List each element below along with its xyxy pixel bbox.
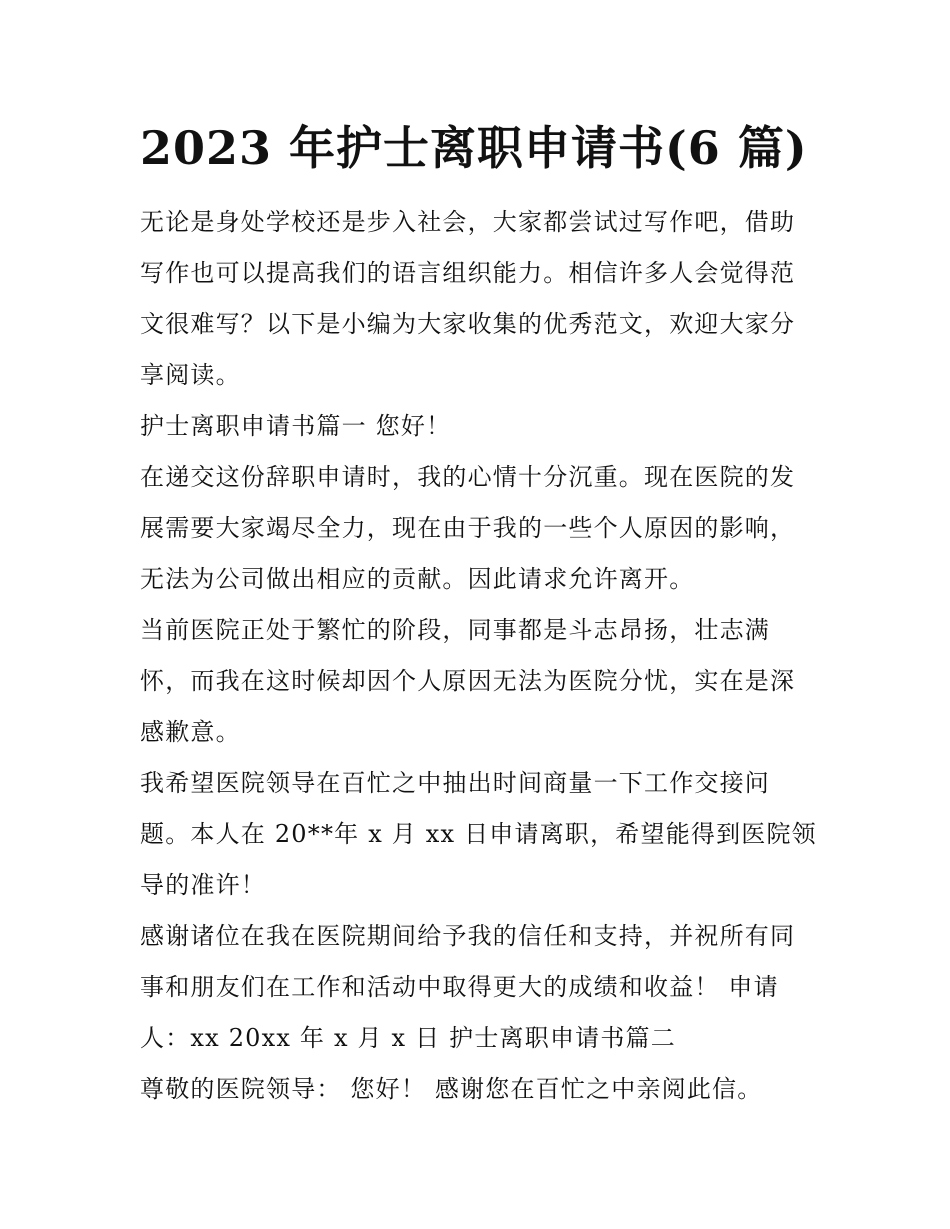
paragraph-intro: 无论是身处学校还是步入社会，大家都尝试过写作吧，借助写作也可以提高我们的语言组织能力。相信许多人会觉得范文很难写？以下是小编为大家收集的优秀范文，欢迎大家分享阅读。: [140, 208, 796, 389]
paragraph-greeting-two: 尊敬的医院领导： 您好！ 感谢您在百忙之中亲阅此信。: [140, 1075, 763, 1103]
paragraph-apology: 当前医院正处于繁忙的阶段，同事都是斗志昂扬，壮志满怀，而我在这时候却因个人原因无法为医院分忧，实在是深感歉意。: [140, 616, 796, 746]
paragraph-handover: 我希望医院领导在百忙之中抽出时间商量一下工作交接问题。本人在 20**年 x 月 xx 日申请离职，希望能得到医院领导的准许！: [140, 769, 817, 899]
paragraph-thanks: 感谢诸位在我在医院期间给予我的信任和支持，并祝所有同事和朋友们在工作和活动中取得更大的成绩和收益！ 申请人：xx 20xx 年 x 月 x 日 护士离职申请书篇二: [140, 922, 796, 1052]
paragraph-heading-one: 护士离职申请书篇一 您好！: [140, 412, 452, 440]
paragraph-resignation-reason: 在递交这份辞职申请时，我的心情十分沉重。现在医院的发展需要大家竭尽全力，现在由于我的一些个人原因的影响，无法为公司做出相应的贡献。因此请求允许离开。: [140, 463, 796, 593]
document-title: 2023 年护士离职申请书(6 篇): [140, 121, 808, 175]
document-body: [140, 197, 820, 1115]
